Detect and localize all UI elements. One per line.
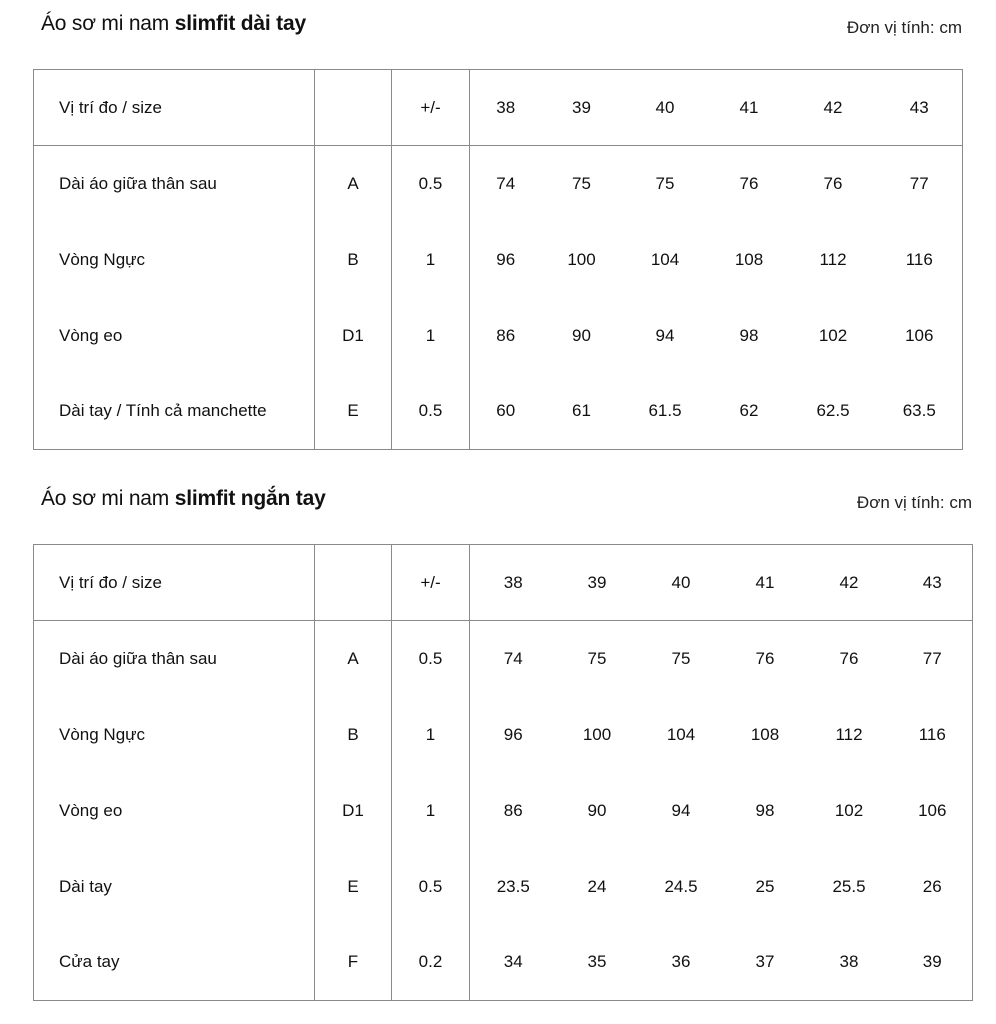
row-value: 39 xyxy=(922,952,942,972)
row-value: 76 xyxy=(755,648,775,668)
table-row xyxy=(34,925,973,1001)
header-size: 40 xyxy=(638,545,725,621)
row-value: 86 xyxy=(470,298,542,374)
row-value: 112 xyxy=(819,249,847,269)
row-value: 62 xyxy=(739,401,759,421)
row-tolerance: 0.5 xyxy=(392,621,470,697)
row-value: 76 xyxy=(823,173,843,193)
row-value: 74 xyxy=(470,621,557,697)
row-position: Vòng eo xyxy=(59,325,123,345)
table-row xyxy=(34,146,963,222)
title-prefix: Áo sơ mi nam xyxy=(41,487,175,510)
unit-label: Đơn vị tính: cm xyxy=(846,18,962,37)
header-size: 41 xyxy=(709,70,790,146)
row-position: Cửa tay xyxy=(59,952,120,972)
row-value: 77 xyxy=(909,173,929,193)
row-value: 75 xyxy=(572,173,591,193)
row-value: 108 xyxy=(734,249,764,269)
row-value: 61.5 xyxy=(648,401,682,421)
row-value: 116 xyxy=(905,249,933,269)
row-value: 94 xyxy=(655,325,675,345)
header-position: Vị trí đo / size xyxy=(34,70,315,146)
row-position: Dài áo giữa thân sau xyxy=(59,648,217,668)
row-value: 24.5 xyxy=(664,876,698,896)
header-position: Vị trí đo / size xyxy=(34,545,315,621)
row-value: 106 xyxy=(918,800,947,820)
header-size: 43 xyxy=(877,70,963,146)
header-tolerance: +/- xyxy=(392,545,470,621)
table-row xyxy=(34,773,973,849)
row-code: B xyxy=(315,222,392,298)
row-value: 25 xyxy=(755,876,775,896)
header-code xyxy=(315,70,392,146)
row-value: 75 xyxy=(671,648,691,668)
row-code: E xyxy=(315,374,392,450)
row-value: 108 xyxy=(750,724,780,744)
row-value: 112 xyxy=(835,724,863,744)
row-tolerance: 0.5 xyxy=(392,146,470,222)
row-position: Dài áo giữa thân sau xyxy=(59,173,217,193)
title-prefix: Áo sơ mi nam xyxy=(41,12,175,35)
row-value: 75 xyxy=(587,648,607,668)
row-value: 77 xyxy=(922,648,942,668)
row-tolerance: 1 xyxy=(392,773,470,849)
row-value: 116 xyxy=(918,724,946,744)
header-tolerance: +/- xyxy=(392,70,470,146)
row-tolerance: 1 xyxy=(392,222,470,298)
table-row xyxy=(34,621,973,697)
row-value: 36 xyxy=(671,952,691,972)
row-value: 102 xyxy=(818,325,848,345)
row-value: 37 xyxy=(755,952,775,972)
row-tolerance: 0.5 xyxy=(392,374,470,450)
row-value: 98 xyxy=(755,800,775,820)
row-value: 34 xyxy=(470,925,557,1001)
table-header-row xyxy=(34,70,963,146)
header-size: 42 xyxy=(790,70,877,146)
row-code: D1 xyxy=(315,773,392,849)
row-value: 24 xyxy=(587,876,607,896)
table-title-long-sleeve xyxy=(41,12,306,36)
row-code: B xyxy=(315,697,392,773)
row-value: 76 xyxy=(839,648,859,668)
row-value: 75 xyxy=(655,173,675,193)
row-value: 86 xyxy=(470,773,557,849)
row-position: Dài tay / Tính cả manchette xyxy=(59,401,267,421)
row-value: 90 xyxy=(572,325,591,345)
row-value: 35 xyxy=(587,952,607,972)
row-position: Vòng Ngực xyxy=(59,724,146,744)
row-value: 76 xyxy=(739,173,759,193)
title-bold: slimfit dài tay xyxy=(174,12,306,35)
table-row xyxy=(34,222,963,298)
header-code xyxy=(315,545,392,621)
header-size: 41 xyxy=(725,545,806,621)
row-value: 38 xyxy=(839,952,859,972)
header-size: 42 xyxy=(806,545,893,621)
row-value: 61 xyxy=(572,401,591,421)
row-value: 100 xyxy=(567,249,596,269)
table-row xyxy=(34,849,973,925)
row-value: 74 xyxy=(470,146,542,222)
header-size: 43 xyxy=(893,545,973,621)
header-size: 39 xyxy=(557,545,638,621)
header-size: 39 xyxy=(542,70,622,146)
row-value: 60 xyxy=(470,374,542,450)
row-code: D1 xyxy=(315,298,392,374)
row-position: Vòng eo xyxy=(59,800,123,820)
row-value: 62.5 xyxy=(816,401,850,421)
row-value: 100 xyxy=(582,724,612,744)
header-size: 40 xyxy=(622,70,709,146)
row-position: Vòng Ngực xyxy=(59,249,146,269)
size-table-long-sleeve xyxy=(33,69,963,450)
row-value: 94 xyxy=(671,800,691,820)
row-value: 26 xyxy=(922,876,942,896)
row-value: 25.5 xyxy=(832,876,866,896)
header-size: 38 xyxy=(470,545,557,621)
row-tolerance: 0.5 xyxy=(392,849,470,925)
table-header-row xyxy=(34,545,973,621)
unit-label: Đơn vị tính: cm xyxy=(856,493,972,512)
table-row xyxy=(34,697,973,773)
row-tolerance: 0.2 xyxy=(392,925,470,1001)
title-bold: slimfit ngắn tay xyxy=(174,487,326,510)
header-size: 38 xyxy=(470,70,542,146)
row-code: A xyxy=(315,146,392,222)
table-title-short-sleeve xyxy=(41,487,326,511)
row-code: E xyxy=(315,849,392,925)
row-tolerance: 1 xyxy=(392,697,470,773)
row-value: 96 xyxy=(470,222,542,298)
row-value: 96 xyxy=(470,697,557,773)
row-value: 98 xyxy=(739,325,759,345)
row-code: A xyxy=(315,621,392,697)
table-row xyxy=(34,298,963,374)
row-value: 104 xyxy=(666,724,696,744)
row-value: 102 xyxy=(834,800,864,820)
row-value: 104 xyxy=(650,249,680,269)
size-table-short-sleeve xyxy=(33,544,973,1001)
row-value: 63.5 xyxy=(902,401,936,421)
row-value: 106 xyxy=(905,325,934,345)
row-code: F xyxy=(315,925,392,1001)
row-value: 90 xyxy=(587,800,607,820)
row-value: 23.5 xyxy=(470,849,557,925)
row-position: Dài tay xyxy=(59,876,112,896)
row-tolerance: 1 xyxy=(392,298,470,374)
table-row xyxy=(34,374,963,450)
